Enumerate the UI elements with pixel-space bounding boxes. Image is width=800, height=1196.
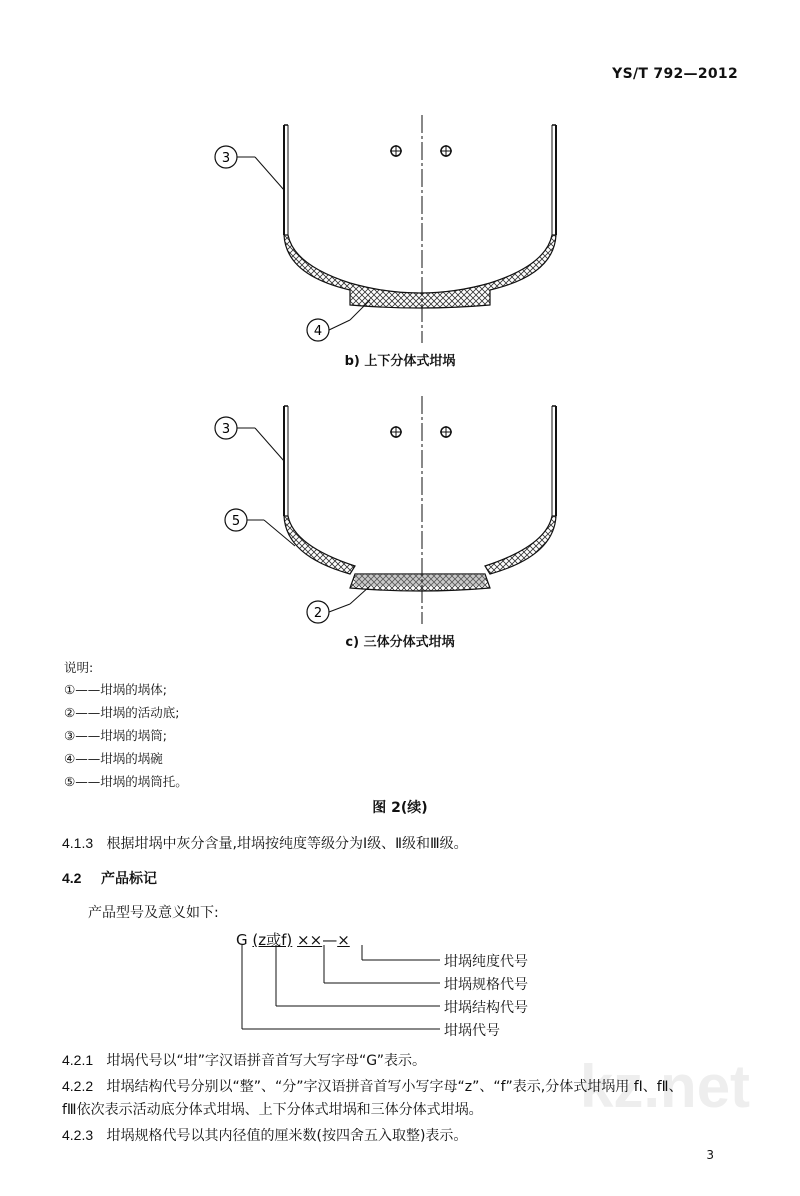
section-4-2-1: 4.2.1 坩埚代号以“坩”字汉语拼音首写大写字母“G”表示。 bbox=[62, 1052, 427, 1069]
legend-title: 说明: bbox=[64, 660, 94, 675]
page-number: 3 bbox=[706, 1148, 714, 1162]
figure-b-crucible-diagram bbox=[200, 115, 600, 345]
hole-left-icon bbox=[390, 145, 402, 157]
callout-3: 3 bbox=[221, 151, 231, 166]
section-4-2-3: 4.2.3 坩埚规格代号以其内径值的厘米数(按四舍五入取整)表示。 bbox=[62, 1127, 468, 1144]
section-4-2-2: 4.2.2 坩埚结构代号分别以“整”、“分”字汉语拼音首写小写字母“z”、“f”表示,分体式坩埚用 fⅠ、fⅡ、 bbox=[62, 1078, 683, 1095]
legend-item: ③——坩埚的埚筒; bbox=[64, 728, 167, 743]
intro-text: 产品型号及意义如下: bbox=[88, 905, 219, 921]
callout-3: 3 bbox=[221, 422, 231, 437]
callout-4: 4 bbox=[313, 324, 323, 339]
legend-item: ②——坩埚的活动底; bbox=[64, 705, 180, 720]
code-label-spec: 坩埚规格代号 bbox=[444, 977, 528, 993]
figure-b-caption: b) 上下分体式坩埚 bbox=[344, 354, 456, 369]
section-number: 4.1.3 bbox=[62, 835, 94, 851]
legend-item: ①——坩埚的埚体; bbox=[64, 682, 167, 697]
section-4-2-heading: 4.2 产品标记 bbox=[62, 870, 157, 887]
code-structure: (z或f) bbox=[252, 931, 293, 949]
hole-right-icon bbox=[440, 426, 452, 438]
code-label-structure: 坩埚结构代号 bbox=[444, 1000, 528, 1016]
watermark: kz.net bbox=[580, 1053, 751, 1120]
product-code-leaders bbox=[230, 945, 450, 1035]
code-label-crucible: 坩埚代号 bbox=[444, 1023, 500, 1039]
section-4-2-2-cont: fⅢ依次表示活动底分体式坩埚、上下分体式坩埚和三体分体式坩埚。 bbox=[62, 1102, 483, 1118]
code-purity: × bbox=[337, 931, 350, 949]
code-dash: — bbox=[322, 931, 338, 949]
code-label-purity: 坩埚纯度代号 bbox=[444, 954, 528, 970]
section-text: 根据坩埚中灰分含量,坩埚按纯度等级分为Ⅰ级、Ⅱ级和Ⅲ级。 bbox=[106, 836, 468, 852]
figure-caption: 图 2(续) bbox=[372, 800, 428, 816]
figure-c-caption: c) 三体分体式坩埚 bbox=[345, 635, 455, 650]
legend-item: ④——坩埚的埚碗 bbox=[64, 751, 163, 766]
callout-2: 2 bbox=[313, 606, 323, 621]
legend-item: ⑤——坩埚的埚筒托。 bbox=[64, 774, 188, 789]
hole-right-icon bbox=[440, 145, 452, 157]
hole-left-icon bbox=[390, 426, 402, 438]
code-g: G bbox=[236, 931, 248, 949]
code-spec: ×× bbox=[297, 931, 323, 949]
standard-number: YS/T 792—2012 bbox=[612, 66, 738, 82]
figure-c-crucible-diagram bbox=[200, 396, 600, 626]
callout-5: 5 bbox=[231, 514, 241, 529]
section-4-1-3 bbox=[62, 833, 468, 854]
